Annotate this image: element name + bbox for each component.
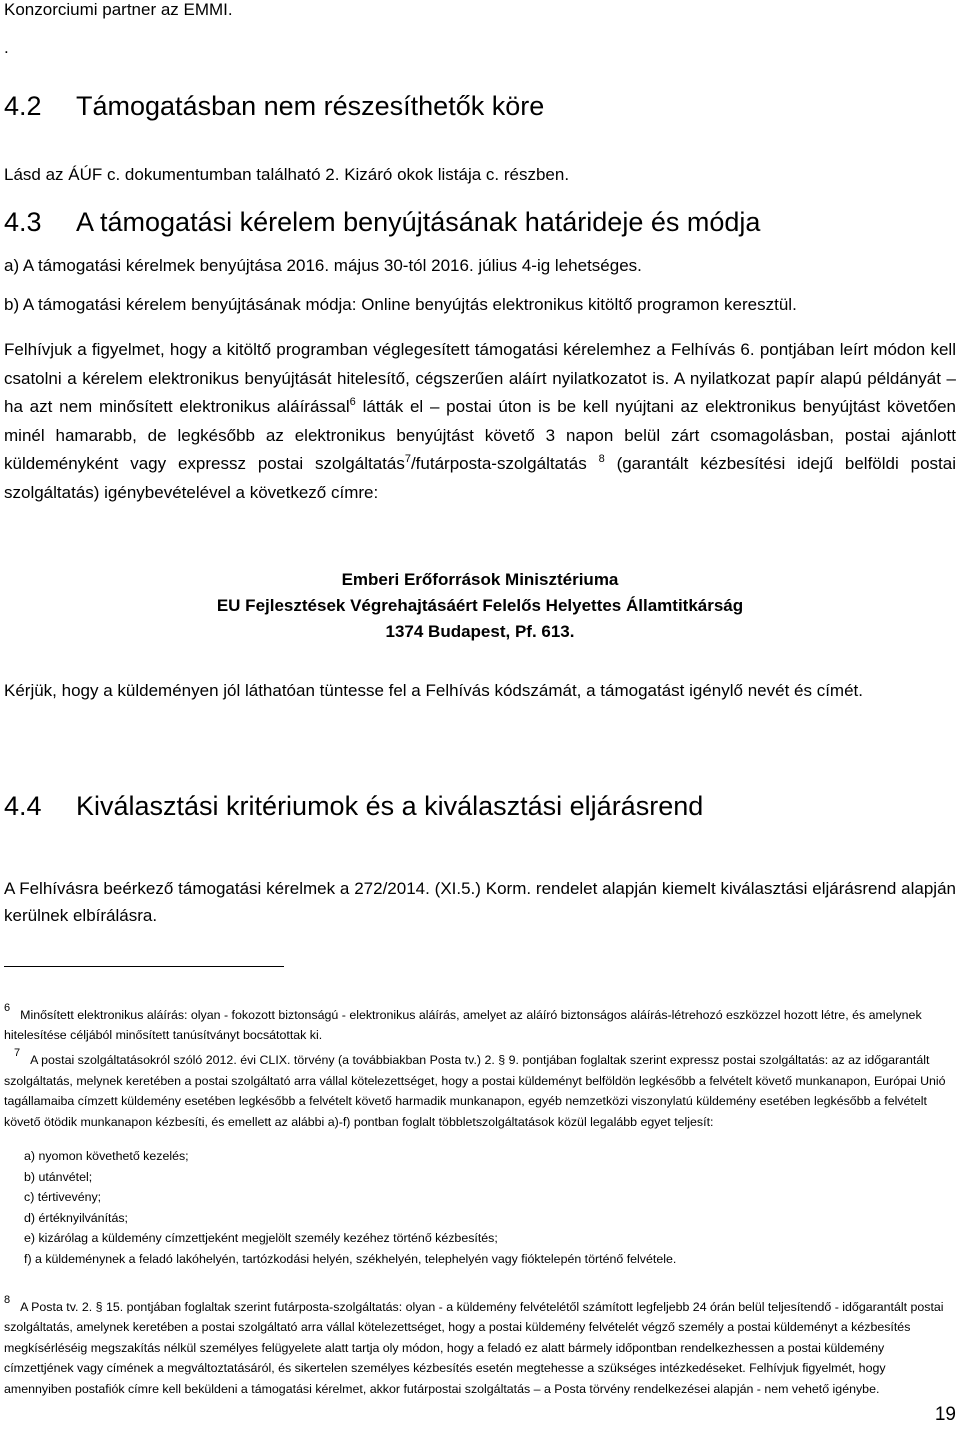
address-postbox: 1374 Budapest, Pf. 613.: [385, 622, 575, 641]
list-item: e) kizárólag a küldemény címzettjeként megjelölt személy kezéhez történő kézbesítés;: [24, 1231, 498, 1245]
section-number: 4.3: [4, 207, 42, 237]
declaration-intro: Felhívjuk a figyelmet, hogy a kitöltő programban véglegesített támogatási kérelemhez a Felhívás 6. pontjában leírt módon kell csatolni a kérelem elektronikus benyújtását hitelesítő, cégszerűen aláírt nyilatkozatot is.: [4, 340, 956, 388]
section-title: Kiválasztási kritériumok és a kiválasztási eljárásrend: [76, 791, 704, 821]
address-department: EU Fejlesztések Végrehajtásáért Felelős Helyettes Államtitkárság: [216, 596, 744, 615]
section-title: Támogatásban nem részesíthetők köre: [76, 91, 545, 121]
footnote-8: [4, 1290, 956, 1399]
declaration-part-3: /futárposta-szolgáltatás: [410, 454, 587, 473]
footnote-number: 6: [4, 1002, 11, 1014]
labeling-request-paragraph: Kérjük, hogy a küldeményen jól láthatóan tüntesse fel a Felhívás kódszámát, a támogatást igénylő nevét és címét.: [4, 681, 863, 700]
address-ministry: Emberi Erőforrások Minisztériuma: [341, 570, 619, 589]
list-item: f) a küldeménynek a feladó lakóhelyén, tartózkodási helyén, székhelyén, telephelyén vagy fióktelepén történő felvétele.: [24, 1251, 677, 1266]
section-4-2-text: Lásd az ÁÚF c. dokumentumban található 2. Kizáró okok listája c. részben.: [4, 165, 570, 184]
postal-address: [0, 567, 960, 645]
submission-method-paragraph: b) A támogatási kérelem benyújtásának módja: Online benyújtás elektronikus kitöltő programon keresztül.: [4, 295, 797, 314]
list-item: b) utánvétel;: [24, 1169, 93, 1184]
declaration-part-2: látták el – postai úton is be kell nyújtani az elektronikus benyújtást követően minél hamarabb, de legkésőbb az elektronikus benyújtást követő 3 napon belül zárt csomagolásban, postai ajánlott küldeményként vagy expressz postai szolgáltatás: [4, 397, 956, 473]
list-item: c) tértivevény;: [24, 1190, 102, 1204]
selection-procedure-paragraph: A Felhívásra beérkező támogatási kérelmek a 272/2014. (XI.5.) Korm. rendelet alapján kiemelt kiválasztási eljárásrend alapján kerülnek elbírálásra.: [4, 879, 956, 925]
footnote-text: Minősített elektronikus aláírás: olyan - fokozott biztonságú - elektronikus aláírás, amelyet az aláíró biztonságos aláírás-létrehozó eszközzel hozott létre, és amelynek hitelesítése céljából minősített tanúsítványt bocsátottak ki.: [4, 1008, 922, 1042]
section-title: A támogatási kérelem benyújtásának határideje és módja: [76, 207, 761, 237]
page-number: 19: [934, 1404, 956, 1425]
deadline-paragraph: a) A támogatási kérelmek benyújtása 2016. május 30-tól 2016. július 4-ig lehetséges.: [4, 256, 642, 275]
footnote-7: [4, 1043, 956, 1132]
footnote-7-list: [24, 1146, 944, 1269]
declaration-paragraph: [4, 336, 956, 507]
footnote-separator: [4, 966, 284, 967]
section-heading-4-2: [4, 90, 544, 122]
header-dot: .: [4, 38, 9, 57]
section-number: 4.2: [4, 91, 42, 121]
list-item: d) értéknyilvánítás;: [24, 1210, 128, 1225]
footnote-number: 7: [14, 1047, 21, 1059]
footnote-ref-6[interactable]: 6: [349, 396, 356, 408]
footnote-6: [4, 998, 956, 1045]
section-heading-4-3: [4, 206, 760, 238]
list-item: a) nyomon követhető kezelés;: [24, 1149, 189, 1163]
footnote-ref-7[interactable]: 7: [404, 453, 411, 465]
footnote-number: 8: [4, 1294, 11, 1306]
document-header: Konzorciumi partner az EMMI.: [4, 0, 233, 19]
declaration-part-1: A nyilatkozat papír alapú példányát – ha azt nem minősített elektronikus aláírással: [4, 368, 956, 416]
section-number: 4.4: [4, 791, 42, 821]
section-heading-4-4: [4, 790, 703, 822]
declaration-part-4: (garantált kézbesítési idejű belföldi postai szolgáltatás) igénybevételével a következő címre:: [4, 454, 956, 502]
footnote-text: A postai szolgáltatásokról szóló 2012. évi CLIX. törvény (a továbbiakban Posta tv.) 2. § 9. pontjában foglaltak szerint expressz postai szolgáltatás: az az időgarantált szolgáltatás, melynek keretében a postai szolgáltató arra vállal kötelezettséget, hogy a postai küldeményt belföldön legkésőbb a felvételt követő munkanapon, Európai Unió tagállamaiba címzett küldemény esetében legkésőbb a felvételt követő harmadik munkanapon, egyéb nemzetközi viszonylatú küldemény esetében legkésőbb a felvételt követő ötödik munkanapon kézbesíti, és emellett az alábbi a)-f) pontban foglalt többletszolgáltatások közül legalább egyet teljesít:: [4, 1053, 946, 1129]
footnote-text: A Posta tv. 2. § 15. pontjában foglaltak szerint futárposta-szolgáltatás: olyan - a küldemény felvételétől számított legfeljebb 24 órán belül teljesítendő - időgarantált postai szolgáltatás, amelynek keretében a postai szolgáltató arra vállal kötelezettséget, hogy a postai küldemény felvételét végző személy a postai küldeményt a kézbesítés megkísérléséig megszakítás nélkül személyes felügyelete alatt tartja oly módon, hogy a feladó ez alatt bármely időpontban rendelkezhessen a postai küldemény címzettjének vagy címének a megváltoztatásáról, és sikertelen személyes kézbesítés esetén megtehesse a szükséges intézkedéseket. Felhívjuk figyelmét, hogy amennyiben postafiók címre kell beküldeni a támogatási kérelmet, akkor futárpostai szolgáltatás – a Posta törvény rendelkezései alapján - nem vehető igénybe.: [4, 1300, 944, 1396]
footnote-ref-8[interactable]: 8: [598, 453, 605, 465]
